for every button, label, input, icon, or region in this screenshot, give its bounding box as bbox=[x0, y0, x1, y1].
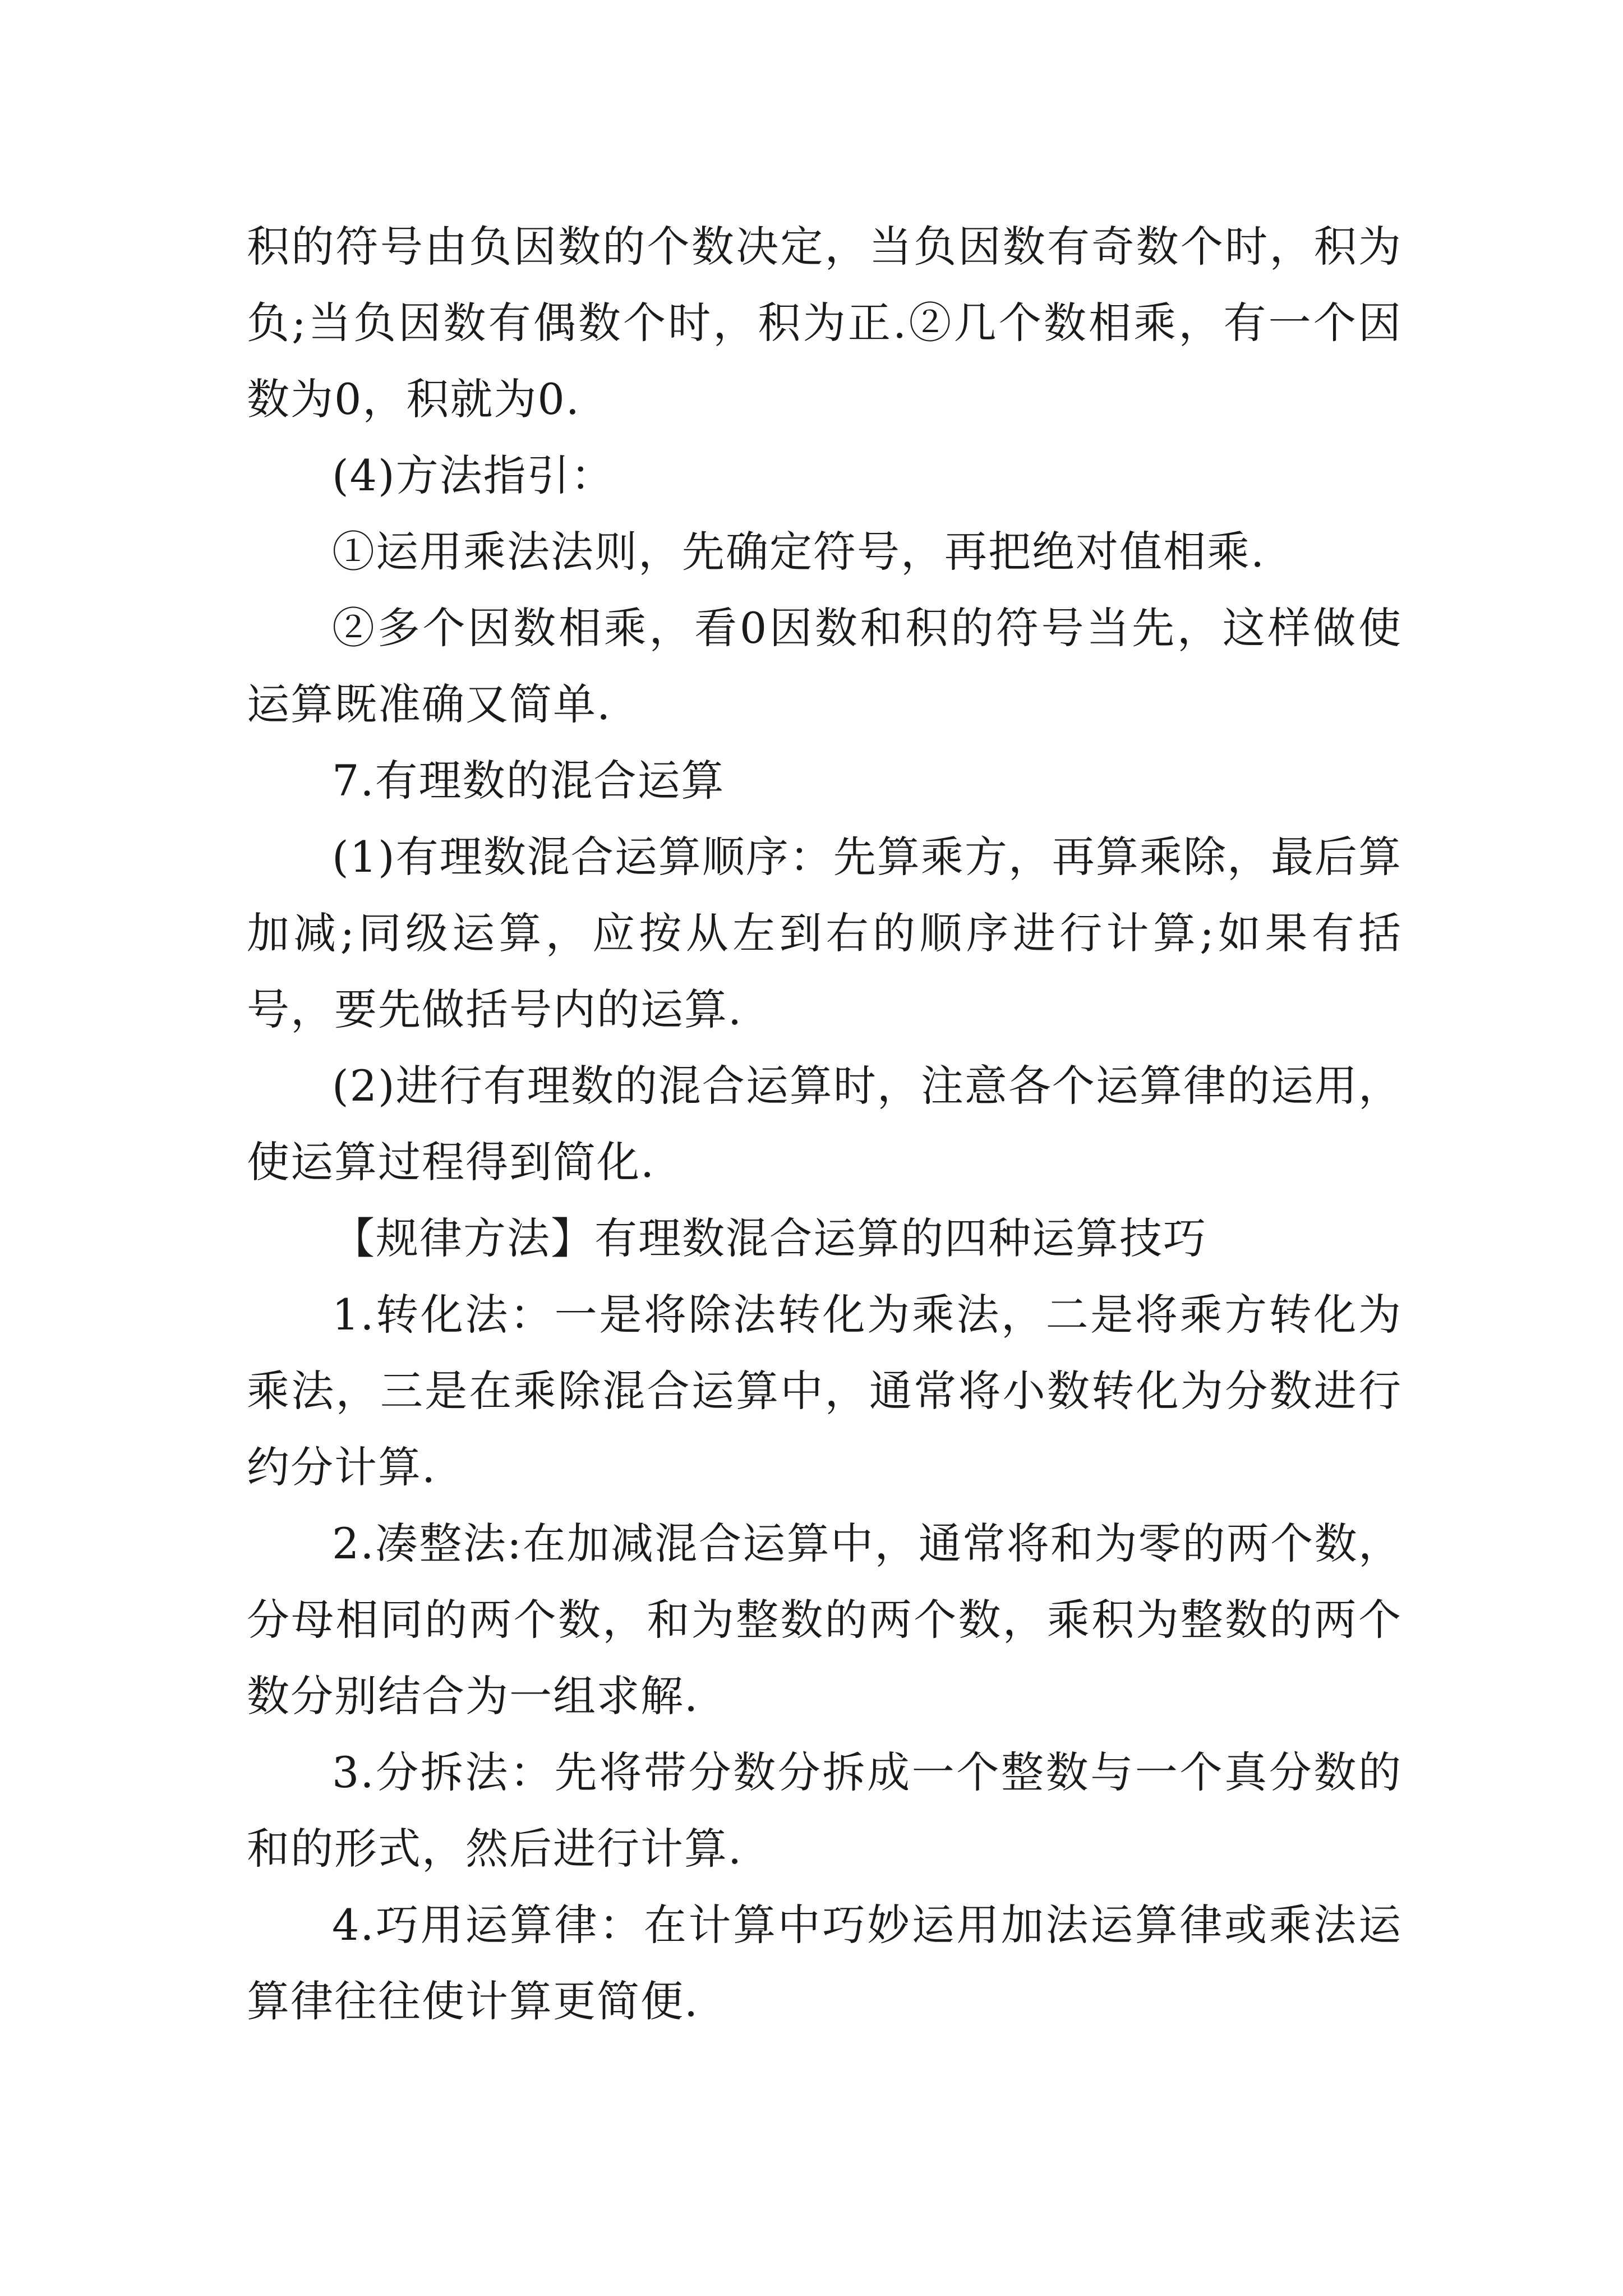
paragraph-method-guide-heading: (4)方法指引： bbox=[332, 450, 615, 500]
document-body bbox=[247, 209, 1402, 2040]
paragraph-technique-splitting: 3.分拆法：先将带分数分拆成一个整数与一个真分数的和的形式，然后进行计算. bbox=[247, 1747, 1402, 1874]
paragraph-method-guide-1: ①运用乘法法则，先确定符号，再把绝对值相乘. bbox=[332, 527, 1266, 577]
section-heading-mixed-operations: 7.有理数的混合运算 bbox=[332, 756, 725, 806]
paragraph-operation-laws: (2)进行有理数的混合运算时，注意各个运算律的运用，使运算过程得到简化. bbox=[247, 1061, 1402, 1187]
paragraph-operation-order: (1)有理数混合运算顺序：先算乘方，再算乘除，最后算加减;同级运算，应按从左到右的顺序进行计算;如果有括号，要先做括号内的运算. bbox=[247, 832, 1402, 1034]
paragraph-technique-conversion: 1.转化法：一是将除法转化为乘法，二是将乘方转化为乘法，三是在乘除混合运算中，通常将小数转化为分数进行约分计算. bbox=[247, 1290, 1402, 1492]
paragraph-product-sign-rule: 积的符号由负因数的个数决定，当负因数有奇数个时，积为负;当负因数有偶数个时，积为正.②几个数相乘，有一个因数为0，积就为0. bbox=[247, 222, 1402, 424]
paragraph-method-guide-2: ②多个因数相乘，看0因数和积的符号当先，这样做使运算既准确又简单. bbox=[247, 603, 1402, 729]
paragraph-rules-methods-heading: 【规律方法】有理数混合运算的四种运算技巧 bbox=[332, 1213, 1207, 1263]
paragraph-technique-grouping: 2.凑整法:在加减混合运算中，通常将和为零的两个数，分母相同的两个数，和为整数的两个数，乘积为整数的两个数分别结合为一组求解. bbox=[247, 1519, 1402, 1721]
paragraph-technique-laws: 4.巧用运算律：在计算中巧妙运用加法运算律或乘法运算律往往使计算更简便. bbox=[247, 1900, 1402, 2026]
